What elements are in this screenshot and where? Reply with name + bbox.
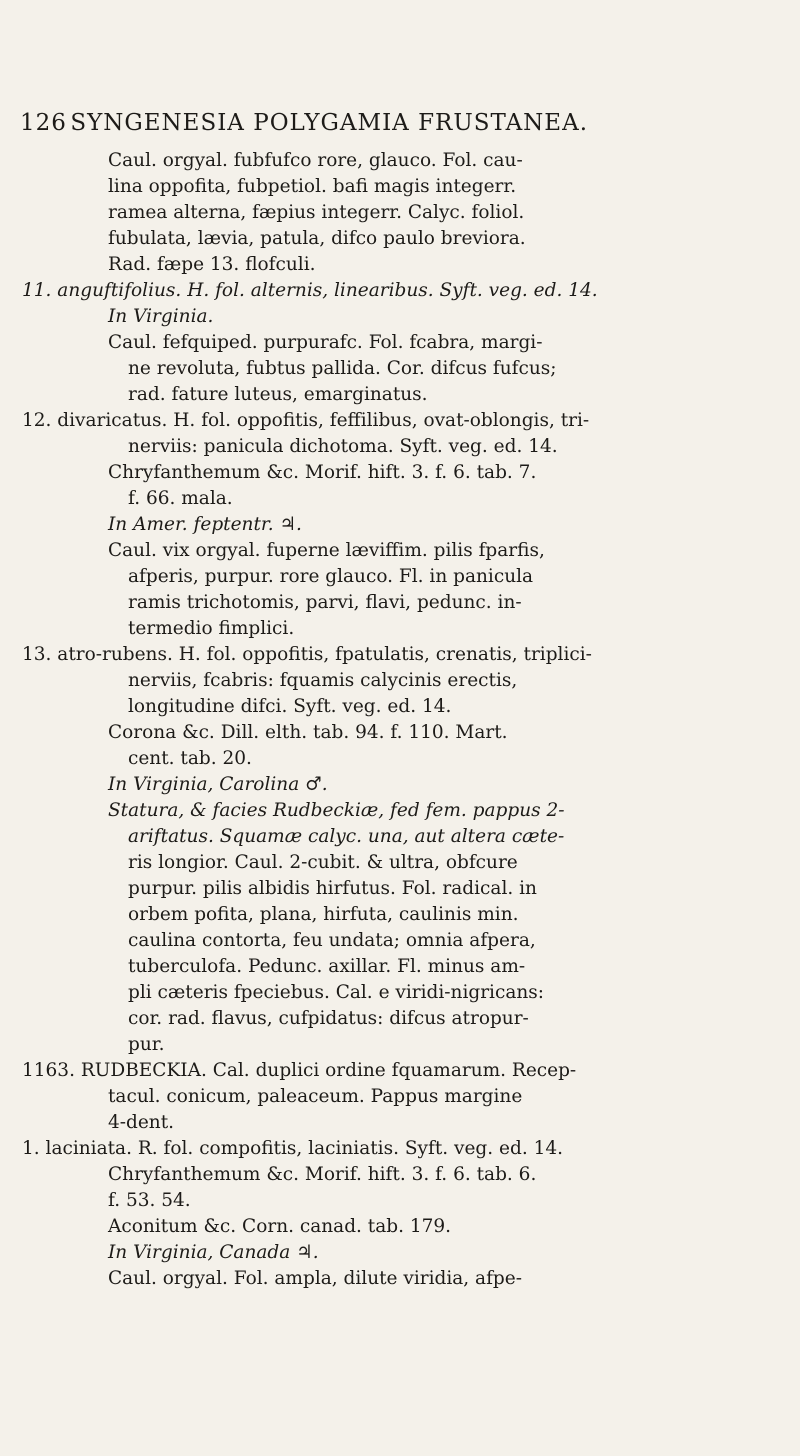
locality-line: In Virginia, Canada ♃. (108, 1242, 319, 1263)
text-line: ne revoluta, fubtus pallida. Cor. difcus fufcus; (128, 358, 557, 379)
text-line: lina oppofita, fubpetiol. bafi magis integerr. (108, 176, 517, 197)
text-line: orbem pofita, plana, hirfuta, caulinis min. (128, 904, 519, 925)
text-line: rad. fature luteus, emarginatus. (128, 384, 428, 405)
text-line: Rad. fæpe 13. flofculi. (108, 254, 316, 275)
species-entry-13: 13. atro-rubens. H. fol. oppofitis, fpatulatis, crenatis, triplici- (22, 644, 592, 665)
text-line: fubulata, lævia, patula, difco paulo breviora. (108, 228, 526, 249)
species-entry-1: 1. laciniata. R. fol. compofitis, laciniatis. Syft. veg. ed. 14. (22, 1138, 563, 1159)
text-line: Chryfanthemum &c. Morif. hift. 3. f. 6. tab. 6. (108, 1164, 537, 1185)
text-line: Caul. vix orgyal. fuperne læviffim. pilis fparfis, (108, 540, 545, 561)
text-line: ris longior. Caul. 2-cubit. & ultra, obfcure (128, 852, 518, 873)
text-line: f. 66. mala. (128, 488, 233, 509)
species-entry-11: 11. anguftifolius. H. fol. alternis, linearibus. Syft. veg. ed. 14. (22, 280, 598, 301)
species-entry-12: 12. divaricatus. H. fol. oppofitis, feffilibus, ovat-oblongis, tri- (22, 410, 590, 431)
text-line: Corona &c. Dill. elth. tab. 94. f. 110. Mart. (108, 722, 508, 743)
text-line: afperis, purpur. rore glauco. Fl. in panicula (128, 566, 534, 587)
text-line: cor. rad. flavus, cufpidatus: difcus atropur- (128, 1008, 529, 1029)
locality-line: In Virginia, Carolina ♂. (108, 774, 328, 795)
text-line: Caul. orgyal. Fol. ampla, dilute viridia, afpe- (108, 1268, 522, 1289)
genus-entry-rudbeckia: 1163. RUDBECKIA. Cal. duplici ordine fquamarum. Recep- (22, 1060, 577, 1081)
text-line: purpur. pilis albidis hirfutus. Fol. radical. in (128, 878, 537, 899)
text-line: Aconitum &c. Corn. canad. tab. 179. (108, 1216, 452, 1237)
text-line: termedio fimplici. (128, 618, 295, 639)
locality-line: In Virginia. (108, 306, 214, 327)
text-line: tuberculofa. Pedunc. axillar. Fl. minus am- (128, 956, 526, 977)
text-line: cent. tab. 20. (128, 748, 252, 769)
text-line: Chryfanthemum &c. Morif. hift. 3. f. 6. tab. 7. (108, 462, 537, 483)
page-number: 126 (20, 110, 67, 136)
text-line: Caul. fefquiped. purpurafc. Fol. fcabra, margi- (108, 332, 543, 353)
text-line: Caul. orgyal. fubfufco rore, glauco. Fol. cau- (108, 150, 523, 171)
running-header (20, 110, 780, 136)
locality-line: In Amer. feptentr. ♃. (108, 514, 302, 535)
text-line: nerviis, fcabris: fquamis calycinis erectis, (128, 670, 518, 691)
text-line: 4-dent. (108, 1112, 175, 1133)
text-line: nerviis: panicula dichotoma. Syft. veg. ed. 14. (128, 436, 558, 457)
text-line: ramea alterna, fæpius integerr. Calyc. foliol. (108, 202, 525, 223)
text-line: longitudine difci. Syft. veg. ed. 14. (128, 696, 452, 717)
text-line: Statura, & facies Rudbeckiæ, fed fem. pappus 2- (108, 800, 565, 821)
text-line: ramis trichotomis, parvi, flavi, pedunc. in- (128, 592, 522, 613)
text-line: tacul. conicum, paleaceum. Pappus margine (108, 1086, 523, 1107)
text-line: caulina contorta, feu undata; omnia afpera, (128, 930, 536, 951)
text-line: ariftatus. Squamæ calyc. una, aut altera cæte- (128, 826, 565, 847)
text-line: pli cæteris fpeciebus. Cal. e viridi-nigricans: (128, 982, 544, 1003)
text-line: f. 53. 54. (108, 1190, 191, 1211)
running-title: SYNGENESIA POLYGAMIA FRUSTANEA. (70, 110, 589, 136)
text-line: pur. (128, 1034, 165, 1055)
